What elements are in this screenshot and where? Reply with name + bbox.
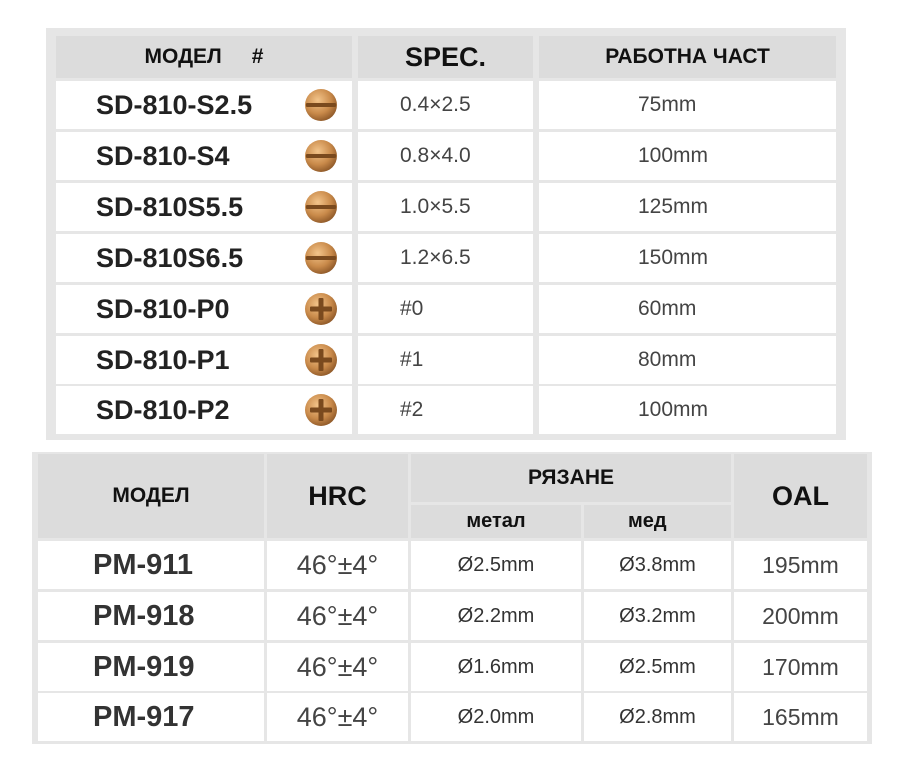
spec-cell — [358, 81, 533, 129]
copper-value: Ø3.8mm — [619, 553, 696, 576]
model-label: SD-810-S2.5 — [96, 89, 253, 120]
spec-value: 1.0×5.5 — [400, 195, 471, 218]
oal-value: 195mm — [762, 551, 839, 578]
model-cell — [56, 234, 352, 282]
metal-value: Ø2.2mm — [457, 604, 535, 627]
header-model-label: МОДЕЛ — [144, 45, 222, 68]
model-value: PM-911 — [93, 548, 193, 581]
spec-value: #2 — [400, 398, 424, 421]
spec-value: #0 — [400, 297, 424, 320]
working-part-value: 100mm — [638, 144, 709, 167]
spec-cell — [358, 132, 533, 180]
header-copper — [584, 505, 731, 538]
metal-cutting-cell — [411, 693, 581, 741]
model-label: SD-810-P1 — [96, 344, 230, 375]
hrc-value: 46°±4° — [296, 701, 379, 732]
model-cell — [56, 81, 352, 129]
oal-cell — [734, 643, 867, 691]
copper-value: Ø2.5mm — [619, 655, 696, 678]
header-working-part — [539, 36, 836, 78]
metal-cutting-cell — [411, 643, 581, 691]
copper-value: Ø3.2mm — [619, 604, 696, 627]
working-part-cell — [539, 285, 836, 333]
model-label: SD-810-S4 — [96, 140, 230, 171]
metal-value: Ø2.5mm — [457, 553, 535, 576]
spec-value: 1.2×6.5 — [400, 246, 471, 269]
header-hash-label: # — [251, 45, 264, 68]
slotted-tip-icon — [304, 190, 338, 224]
header-hrc-label: HRC — [308, 480, 367, 511]
spec-cell — [358, 234, 533, 282]
slotted-tip-icon — [304, 139, 338, 173]
model-cell — [56, 386, 352, 434]
header-oal-label: OAL — [772, 480, 829, 511]
oal-cell — [734, 693, 867, 741]
copper-cutting-cell — [584, 592, 731, 640]
working-part-cell — [539, 81, 836, 129]
oal-cell — [734, 541, 867, 589]
metal-cutting-cell — [411, 592, 581, 640]
oal-value: 165mm — [762, 703, 839, 730]
hrc-value: 46°±4° — [296, 600, 379, 631]
working-part-cell — [539, 234, 836, 282]
hrc-value: 46°±4° — [296, 651, 379, 682]
phillips-tip-icon — [304, 393, 338, 427]
header-spec — [358, 36, 533, 78]
oal-value: 170mm — [762, 653, 839, 680]
hrc-cell — [267, 643, 408, 691]
spec-cell — [358, 386, 533, 434]
oal-value: 200mm — [762, 602, 839, 629]
model-label: SD-810-P2 — [96, 394, 230, 425]
working-part-value: 80mm — [638, 348, 697, 371]
model-cell — [56, 132, 352, 180]
metal-value: Ø1.6mm — [457, 655, 535, 678]
phillips-tip-icon — [304, 292, 338, 326]
copper-cutting-cell — [584, 541, 731, 589]
copper-value: Ø2.8mm — [619, 705, 696, 728]
pm-model-cell — [38, 541, 264, 589]
spec-cell — [358, 285, 533, 333]
header-spec-label: SPEC. — [404, 41, 487, 72]
spec-cell — [358, 336, 533, 384]
working-part-value: 100mm — [638, 398, 709, 421]
model-cell — [56, 285, 352, 333]
spec-value: #1 — [400, 348, 424, 371]
hrc-cell — [267, 541, 408, 589]
copper-cutting-cell — [584, 643, 731, 691]
working-part-value: 75mm — [638, 93, 697, 116]
header-copper-label: мед — [628, 510, 667, 532]
model-cell — [56, 336, 352, 384]
pm-model-cell — [38, 592, 264, 640]
spec-value: 0.8×4.0 — [400, 144, 471, 167]
hrc-value: 46°±4° — [296, 549, 379, 580]
working-part-cell — [539, 386, 836, 434]
working-part-value: 150mm — [638, 246, 709, 269]
metal-value: Ø2.0mm — [457, 705, 535, 728]
header-working-part-label: РАБОТНА ЧАСТ — [605, 45, 770, 68]
model-label: SD-810-P0 — [96, 293, 230, 324]
working-part-cell — [539, 336, 836, 384]
slotted-tip-icon — [304, 88, 338, 122]
working-part-value: 60mm — [638, 297, 697, 320]
header-metal-label: метал — [466, 510, 526, 532]
metal-cutting-cell — [411, 541, 581, 589]
model-value: PM-918 — [93, 599, 195, 632]
header-cutting-label: РЯЗАНЕ — [527, 466, 615, 489]
working-part-value: 125mm — [638, 195, 709, 218]
header-metal — [411, 505, 581, 538]
header-cutting — [411, 454, 731, 502]
model-cell — [56, 183, 352, 231]
oal-cell — [734, 592, 867, 640]
header-pm-model-label: МОДЕЛ — [112, 484, 190, 507]
model-label: SD-810S5.5 — [96, 191, 244, 222]
model-value: PM-919 — [93, 650, 195, 683]
spec-value: 0.4×2.5 — [400, 93, 471, 116]
header-model — [56, 36, 352, 78]
header-hrc — [267, 454, 408, 538]
header-pm-model — [38, 454, 264, 538]
working-part-cell — [539, 132, 836, 180]
pm-model-cell — [38, 643, 264, 691]
spec-cell — [358, 183, 533, 231]
copper-cutting-cell — [584, 693, 731, 741]
slotted-tip-icon — [304, 241, 338, 275]
pm-model-cell — [38, 693, 264, 741]
model-label: SD-810S6.5 — [96, 242, 244, 273]
header-oal — [734, 454, 867, 538]
hrc-cell — [267, 592, 408, 640]
phillips-tip-icon — [304, 343, 338, 377]
hrc-cell — [267, 693, 408, 741]
working-part-cell — [539, 183, 836, 231]
model-value: PM-917 — [93, 700, 195, 733]
